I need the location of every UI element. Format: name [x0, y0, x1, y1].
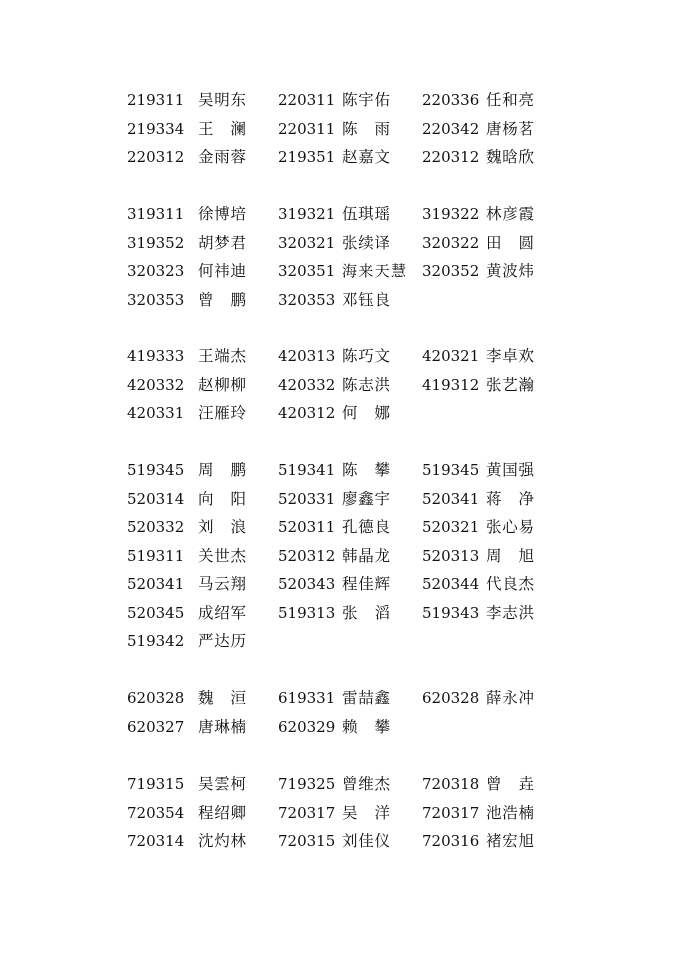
student-id: 520341: [127, 575, 185, 593]
student-name: 邓钰良: [342, 290, 390, 309]
student-id: 520321: [422, 518, 480, 536]
student-id: 320353: [127, 290, 185, 309]
roster-row: [0, 713, 679, 741]
student-name: 马云翔: [198, 575, 246, 593]
student-id: 720354: [127, 803, 185, 822]
student-name: 陈 攀: [342, 461, 390, 479]
student-id: 519345: [127, 461, 185, 479]
roster-row: [0, 342, 679, 370]
student-id: 319352: [127, 233, 185, 252]
roster-row: [0, 86, 679, 114]
student-name: 金雨蓉: [198, 148, 246, 166]
student-id: 720318: [422, 775, 480, 793]
student-id: 520314: [127, 489, 185, 508]
student-name: 程佳辉: [342, 575, 390, 593]
student-id: 620327: [127, 717, 185, 736]
student-id: 419312: [422, 375, 480, 394]
student-name: 胡梦君: [198, 233, 246, 252]
student-name: 周 鹏: [198, 461, 246, 479]
student-id: 520343: [278, 575, 336, 593]
student-name: 陈宇佑: [342, 91, 390, 109]
student-name: 王 澜: [198, 119, 246, 138]
roster-row: [0, 770, 679, 798]
student-name: 曾 垚: [486, 775, 534, 793]
student-id: 220312: [127, 148, 185, 166]
student-id: 719325: [278, 775, 336, 793]
student-name: 黄国强: [486, 461, 534, 479]
roster-row: [0, 827, 679, 855]
student-name: 代良杰: [486, 575, 534, 593]
student-name: 魏 洹: [198, 689, 246, 707]
student-id: 220342: [422, 119, 480, 138]
roster-row: [0, 542, 679, 570]
student-id: 520332: [127, 518, 185, 536]
student-name: 吴雲柯: [198, 775, 246, 793]
student-name: 陈巧文: [342, 347, 390, 365]
student-name: 刘 浪: [198, 518, 246, 536]
student-id: 220311: [278, 91, 336, 109]
student-name: 吴 洋: [342, 803, 390, 822]
student-id: 420332: [127, 375, 185, 394]
student-id: 519341: [278, 461, 336, 479]
student-name: 张 滔: [342, 603, 390, 622]
roster-row: [0, 599, 679, 627]
student-name: 陈志洪: [342, 375, 390, 394]
student-id: 420332: [278, 375, 336, 394]
student-id: 720316: [422, 832, 480, 850]
student-id: 420312: [278, 404, 336, 422]
student-id: 519313: [278, 603, 336, 622]
student-name: 沈灼林: [198, 832, 246, 850]
student-id: 320353: [278, 290, 336, 309]
roster-row: [0, 799, 679, 827]
student-name: 赵嘉文: [342, 148, 390, 166]
student-name: 田 圆: [486, 233, 534, 252]
student-name: 曾 鹏: [198, 290, 246, 309]
student-name: 孔德良: [342, 518, 390, 536]
student-id: 620328: [127, 689, 185, 707]
student-name: 林彦霞: [486, 205, 534, 223]
student-id: 219351: [278, 148, 336, 166]
student-name: 张心易: [486, 518, 534, 536]
student-name: 陈 雨: [342, 119, 390, 138]
student-id: 520312: [278, 546, 336, 565]
student-name: 何祎迪: [198, 262, 246, 280]
student-name: 海来天慧: [342, 262, 406, 280]
roster-row: [0, 200, 679, 228]
student-name: 伍琪瑶: [342, 205, 390, 223]
student-id: 320352: [422, 262, 480, 280]
student-id: 719315: [127, 775, 185, 793]
student-name: 廖鑫宇: [342, 489, 390, 508]
student-name: 褚宏旭: [486, 832, 534, 850]
student-name: 张艺瀚: [486, 375, 534, 394]
student-name: 韩晶龙: [342, 546, 390, 565]
student-name: 严达历: [198, 632, 246, 650]
roster-row: [0, 115, 679, 143]
student-name: 赖 攀: [342, 717, 390, 736]
student-name: 王端杰: [198, 347, 246, 365]
student-id: 520341: [422, 489, 480, 508]
student-id: 519311: [127, 546, 185, 565]
student-name: 魏晗欣: [486, 148, 534, 166]
student-id: 419333: [127, 347, 185, 365]
student-id: 319322: [422, 205, 480, 223]
student-id: 220311: [278, 119, 336, 138]
student-name: 唐琳楠: [198, 717, 246, 736]
student-id: 319321: [278, 205, 336, 223]
student-id: 519342: [127, 632, 185, 650]
student-id: 420331: [127, 404, 185, 422]
student-name: 关世杰: [198, 546, 246, 565]
roster-row: [0, 257, 679, 285]
student-id: 519345: [422, 461, 480, 479]
student-id: 220312: [422, 148, 480, 166]
student-id: 520313: [422, 546, 480, 565]
student-id: 720314: [127, 832, 185, 850]
roster-row: [0, 286, 679, 314]
roster-row: [0, 684, 679, 712]
student-id: 219311: [127, 91, 185, 109]
roster-row: [0, 456, 679, 484]
roster-row: [0, 513, 679, 541]
student-id: 420313: [278, 347, 336, 365]
student-id: 720317: [422, 803, 480, 822]
student-name: 黄波炜: [486, 262, 534, 280]
student-id: 720315: [278, 832, 336, 850]
student-name: 李志洪: [486, 603, 534, 622]
student-name: 向 阳: [198, 489, 246, 508]
student-id: 320323: [127, 262, 185, 280]
student-id: 520311: [278, 518, 336, 536]
student-id: 519343: [422, 603, 480, 622]
student-name: 吴明东: [198, 91, 246, 109]
student-id: 220336: [422, 91, 480, 109]
roster-row: [0, 627, 679, 655]
student-id: 320322: [422, 233, 480, 252]
student-name: 程绍卿: [198, 803, 246, 822]
roster-row: [0, 143, 679, 171]
student-id: 620329: [278, 717, 336, 736]
student-id: 319311: [127, 205, 185, 223]
student-name: 周 旭: [486, 546, 534, 565]
student-name: 刘佳仪: [342, 832, 390, 850]
student-name: 何 娜: [342, 404, 390, 422]
roster-row: [0, 371, 679, 399]
student-id: 520331: [278, 489, 336, 508]
student-id: 219334: [127, 119, 185, 138]
student-id: 619331: [278, 689, 336, 707]
student-id: 720317: [278, 803, 336, 822]
student-name: 张续译: [342, 233, 390, 252]
student-id: 520345: [127, 603, 185, 622]
student-name: 成绍军: [198, 603, 246, 622]
student-name: 薛永冲: [486, 689, 534, 707]
student-id: 320351: [278, 262, 336, 280]
roster-row: [0, 485, 679, 513]
student-name: 曾维杰: [342, 775, 390, 793]
student-id: 620328: [422, 689, 480, 707]
student-name: 任和亮: [486, 91, 534, 109]
roster-row: [0, 399, 679, 427]
student-name: 徐博培: [198, 205, 246, 223]
student-name: 池浩楠: [486, 803, 534, 822]
student-name: 汪雁玲: [198, 404, 246, 422]
student-name: 唐杨茗: [486, 119, 534, 138]
roster-row: [0, 570, 679, 598]
student-id: 420321: [422, 347, 480, 365]
student-name: 李卓欢: [486, 347, 534, 365]
student-name: 赵柳柳: [198, 375, 246, 394]
student-name: 雷喆鑫: [342, 689, 390, 707]
roster-row: [0, 229, 679, 257]
student-id: 320321: [278, 233, 336, 252]
student-name: 蒋 净: [486, 489, 534, 508]
student-id: 520344: [422, 575, 480, 593]
